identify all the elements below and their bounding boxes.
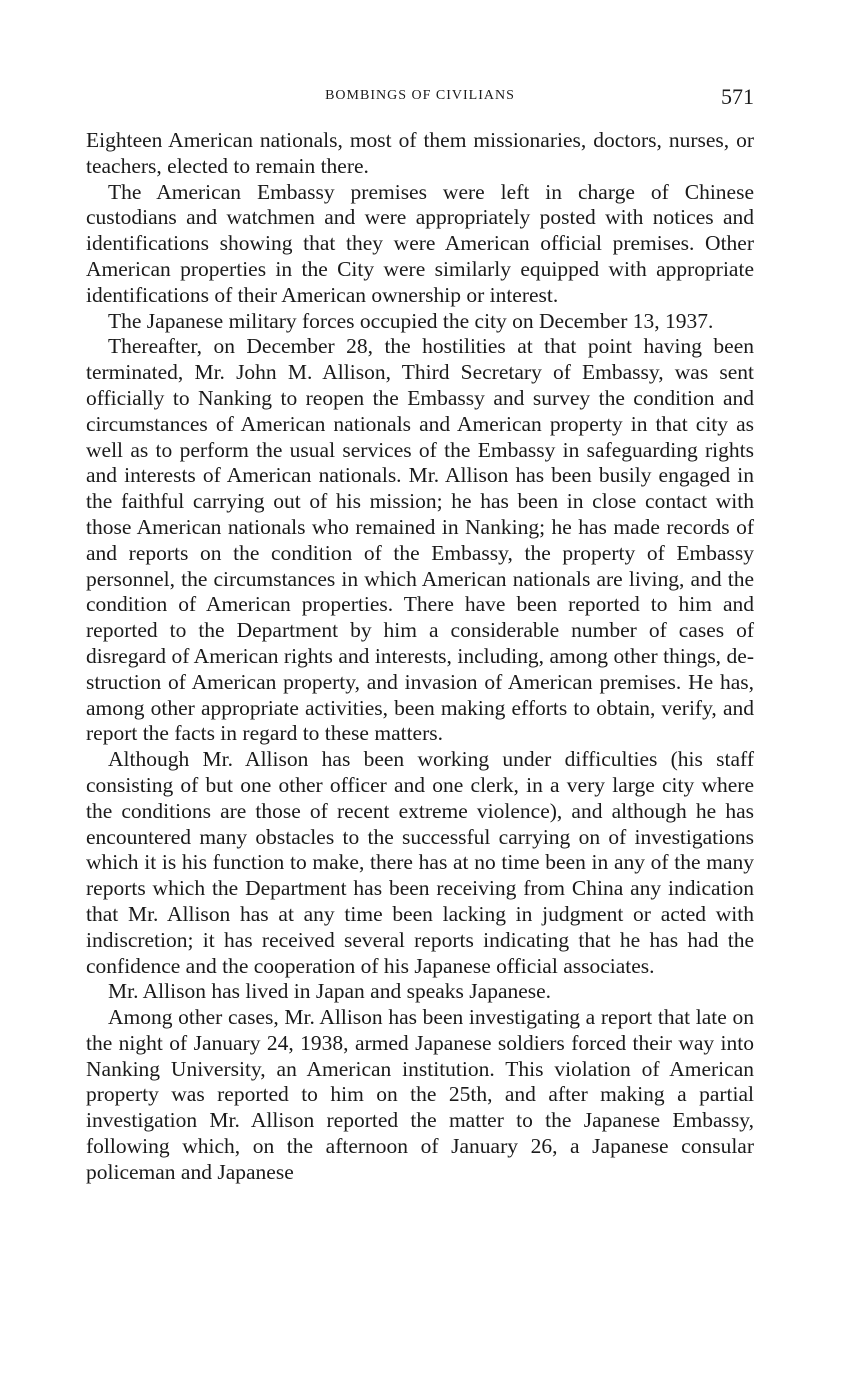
running-head <box>86 84 754 116</box>
paragraph-4: Thereafter, on December 28, the hostilities at that point having been terminated, Mr. John M. Allison, Third Secretary of Embassy, was sent officially to Nanking to reopen the Embassy and survey the condition and circumstances of American nationals and American property in that city as well as to perform the usual services of the Embassy in safeguarding rights and interests of American nationals. Mr. Allison has been busily engaged in the faithful carrying out of his mission; he has been in close contact with those American nationals who remained in Nanking; he has made records of and reports on the condition of the Embassy, the property of Embassy personnel, the circumstances in which American nationals are living, and the condition of American properties. There have been reported to him and reported to the Department by him a considerable number of cases of disregard of American rights and interests, including, among other things, destruction of American property, and invasion of American premises. He has, among other appropriate activities, been making efforts to obtain, verify, and report the facts in regard to these matters. <box>86 334 754 746</box>
paragraph-6: Mr. Allison has lived in Japan and speaks Japanese. <box>108 979 552 1004</box>
paragraph-1: Eighteen American nationals, most of them missionaries, doctors, nurses, or teachers, elected to remain there. <box>86 128 754 178</box>
body-text <box>86 128 754 1186</box>
paragraph-7: Among other cases, Mr. Allison has been investigating a report that late on the night of January 24, 1938, armed Japanese soldiers forced their way into Nanking University, an American institution. This violation of American property was reported to him on the 25th, and after making a partial investigation Mr. Allison reported the matter to the Japanese Embassy, following which, on the afternoon of January 26, a Japanese consular policeman and Japanese <box>86 1005 754 1184</box>
paragraph-2: The American Embassy premises were left in charge of Chinese custodians and watchmen and were appropriately posted with notices and identifications showing that they were American official premises. Other American properties in the City were similarly equipped with appropriate identifications of their American ownership or interest. <box>86 179 754 307</box>
page-number: 571 <box>721 84 754 109</box>
paragraph-5: Although Mr. Allison has been working under difficulties (his staff consisting of but one other officer and one clerk, in a very large city where the conditions are those of recent extreme violence), and although he has encountered many obstacles to the successful carrying on of investigations which it is his function to make, there has at no time been in any of the many reports which the Department has been receiving from China any indication that Mr. Allison has at any time been lacking in judgment or acted with indiscretion; it has received several reports indicating that he has had the confidence and the cooperation of his Japanese official associates. <box>86 747 754 978</box>
running-title: BOMBINGS OF CIVILIANS <box>325 88 515 103</box>
paragraph-3: The Japanese military forces occupied the city on December 13, 1937. <box>108 308 714 333</box>
